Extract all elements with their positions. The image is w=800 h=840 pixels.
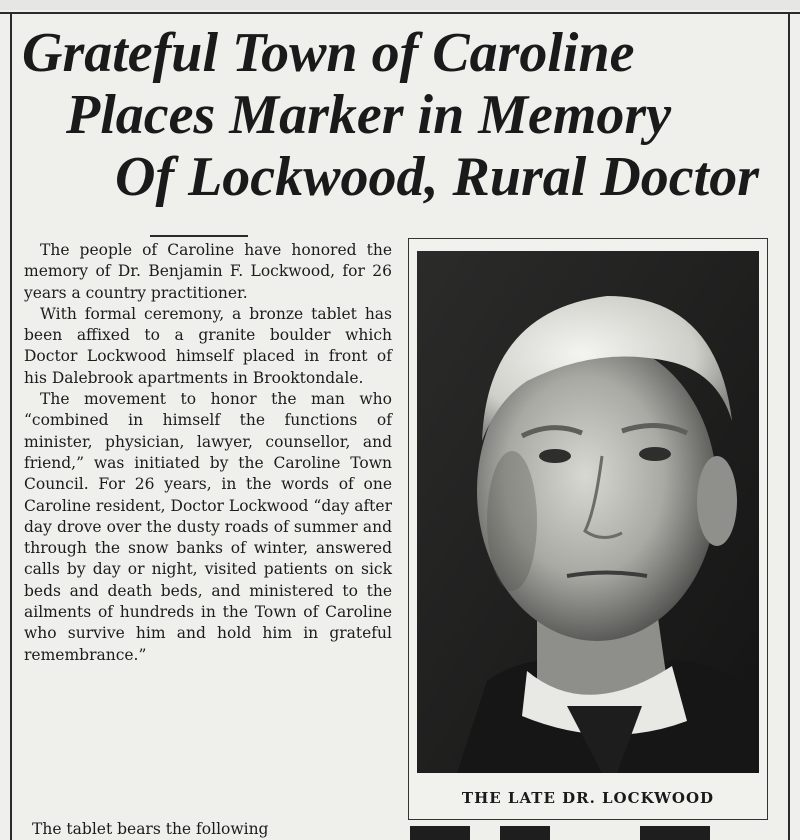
portrait-frame <box>408 238 768 820</box>
headline-line-3: Of Lockwood, Rural Doctor <box>115 146 759 208</box>
article-paragraph: The people of Caroline have honored the memory of Dr. Benjamin F. Lockwood, for 26 years a country practitioner. <box>24 241 392 302</box>
page-top-margin <box>0 0 800 10</box>
article-paragraph: The movement to honor the man who “combined in himself the functions of minister, physician, lawyer, counsellor, and friend,” was initiated by the Caroline Town Council. For 26 years, in the words of one Caroline resident, Doctor Lockwood “day after day drove over the dusty roads of summer and through the snow banks of winter, answered calls by day or night, visited patients on sick beds and death beds, and ministered to the ailments of hundreds in the Town of Caroline who survive him and hold him in grateful remembrance.” <box>24 390 392 664</box>
portrait-caption: THE LATE DR. LOCKWOOD <box>461 789 715 807</box>
next-article-headline-fragment <box>410 810 770 840</box>
article-body <box>24 240 392 666</box>
portrait-illustration <box>417 251 759 773</box>
article-continuation: The tablet bears the following <box>32 820 269 838</box>
headline-divider <box>150 235 248 237</box>
article-paragraph: With formal ceremony, a bronze tablet has been affixed to a granite boulder which Doctor Lockwood himself placed in front of his Dalebrook apartments in Brooktondale. <box>24 304 392 387</box>
column-rule-top <box>0 12 800 14</box>
headline-line-2: Places Marker in Memory <box>66 84 672 146</box>
article-headline <box>0 22 800 208</box>
headline-line-1: Grateful Town of Caroline <box>22 22 635 84</box>
portrait-photo <box>417 251 759 773</box>
